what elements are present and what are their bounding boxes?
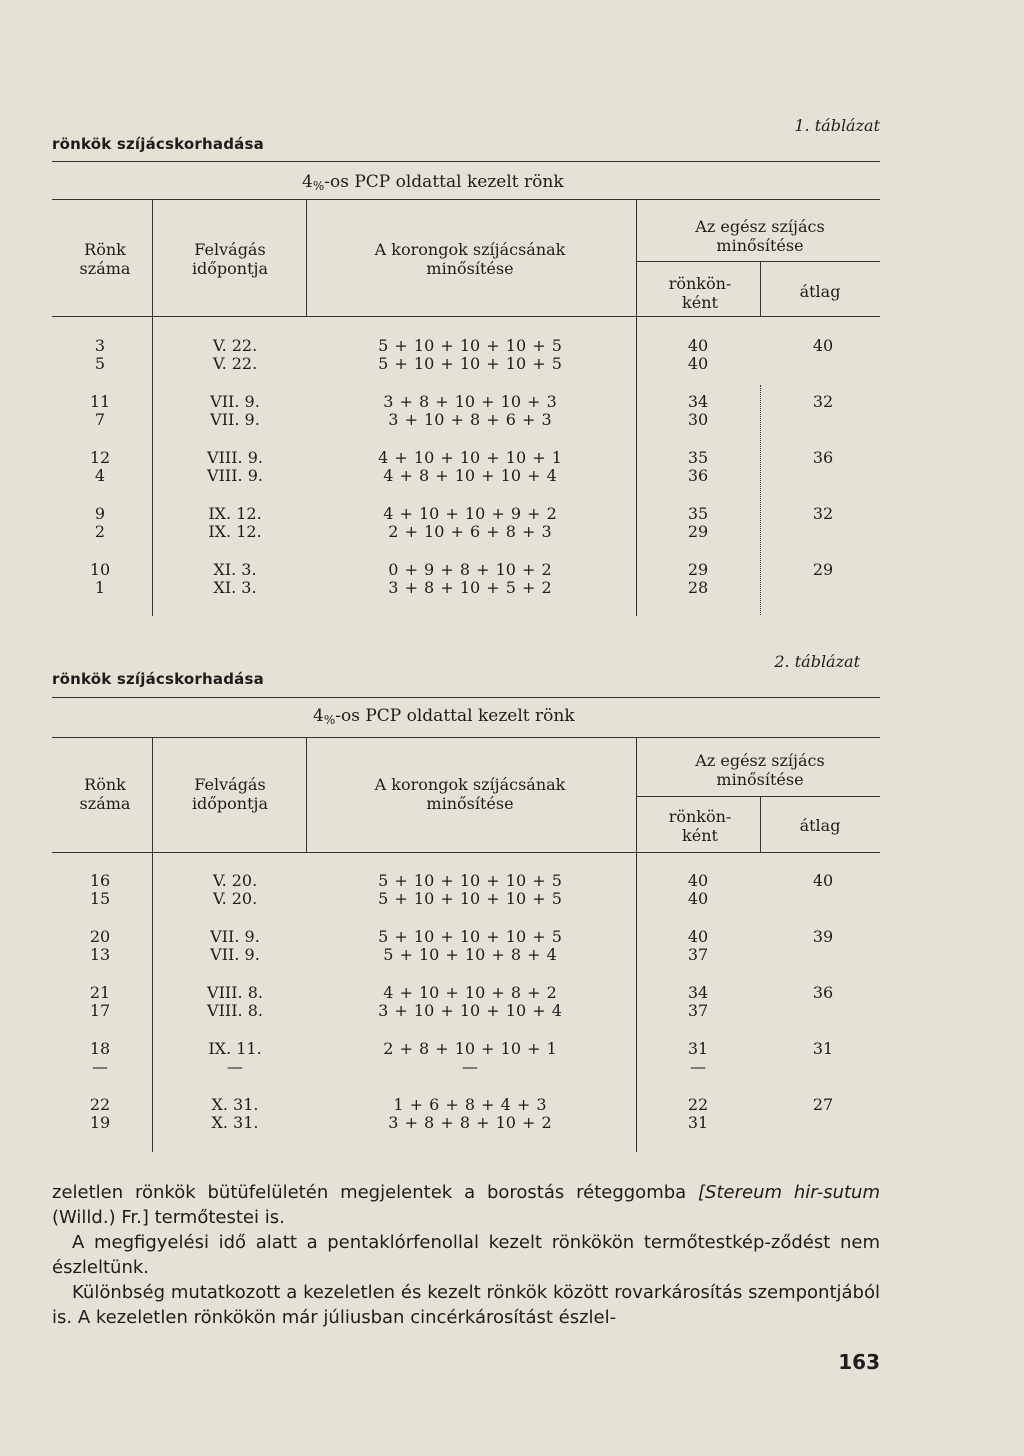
row-date: VII. 9.	[210, 410, 260, 429]
row-number: 7	[94, 410, 106, 429]
column-divider	[636, 738, 637, 1152]
column-divider	[152, 738, 153, 1152]
row-number: 12	[89, 448, 111, 467]
table-1-body-rule	[52, 316, 880, 317]
header-line: időpontja	[191, 259, 269, 278]
row-date: VII. 9.	[210, 927, 260, 946]
header-ronk-szama	[60, 240, 150, 278]
row-average: 39	[812, 927, 834, 946]
row-number: 15	[89, 889, 111, 908]
row-number: 17	[89, 1001, 111, 1020]
header-felvagas	[160, 240, 300, 278]
row-number: 3	[94, 336, 106, 355]
row-per-log: 35	[687, 448, 709, 467]
column-divider	[306, 738, 307, 852]
row-per-log: 40	[687, 871, 709, 890]
header-korongok	[320, 240, 620, 278]
row-expression: 3 + 8 + 10 + 10 + 3	[383, 392, 557, 411]
row-number: 13	[89, 945, 111, 964]
header-line: száma	[79, 794, 131, 813]
body-text	[52, 1180, 880, 1330]
header-ronkonkent	[645, 274, 755, 312]
subheader-rule	[637, 796, 880, 797]
header-line: ként	[682, 293, 718, 312]
row-expression: 5 + 10 + 10 + 8 + 4	[383, 945, 557, 964]
header-line: rönkön-	[668, 807, 732, 826]
row-date: IX. 11.	[208, 1039, 262, 1058]
row-expression: 0 + 9 + 8 + 10 + 2	[388, 560, 552, 579]
row-date: XI. 3.	[213, 578, 257, 597]
row-per-log: —	[690, 1057, 706, 1076]
row-expression: 2 + 10 + 6 + 8 + 3	[388, 522, 552, 541]
row-number: 18	[89, 1039, 111, 1058]
row-per-log: 29	[687, 522, 709, 541]
row-date: VIII. 8.	[207, 1001, 263, 1020]
row-per-log: 29	[687, 560, 709, 579]
row-date: V. 20.	[212, 889, 258, 908]
paragraph-text: (Willd.) Fr.] termőtestei is.	[52, 1207, 285, 1228]
row-average: 36	[812, 448, 834, 467]
subtitle-text: -os PCP oldattal kezelt rönk	[324, 172, 564, 192]
row-expression: 3 + 10 + 10 + 10 + 4	[378, 1001, 562, 1020]
row-expression: —	[462, 1057, 478, 1076]
row-per-log: 37	[687, 945, 709, 964]
row-number: 10	[89, 560, 111, 579]
row-per-log: 34	[687, 983, 709, 1002]
row-number: 11	[89, 392, 111, 411]
header-egesz-szijacs	[650, 751, 870, 789]
row-expression: 4 + 8 + 10 + 10 + 4	[383, 466, 557, 485]
row-per-log: 31	[687, 1039, 709, 1058]
row-date: VIII. 9.	[207, 466, 263, 485]
row-average: 32	[812, 392, 834, 411]
row-date: IX. 12.	[208, 522, 262, 541]
row-number: 20	[89, 927, 111, 946]
header-line: száma	[79, 259, 131, 278]
row-number: 5	[94, 354, 106, 373]
row-number: 16	[89, 871, 111, 890]
table-2-header-rule	[52, 737, 880, 738]
row-expression: 5 + 10 + 10 + 10 + 5	[378, 336, 562, 355]
row-number: 2	[94, 522, 106, 541]
row-date: VII. 9.	[210, 945, 260, 964]
row-number: 1	[94, 578, 106, 597]
row-per-log: 31	[687, 1113, 709, 1132]
row-expression: 5 + 10 + 10 + 10 + 5	[378, 889, 562, 908]
header-line: Felvágás	[194, 240, 266, 259]
header-line: A korongok szíjácsának	[374, 775, 566, 794]
table-1-caption-right: 1. táblázat	[794, 116, 880, 135]
row-per-log: 40	[687, 354, 709, 373]
row-expression: 2 + 8 + 10 + 10 + 1	[383, 1039, 557, 1058]
subtitle-percent: %	[323, 713, 336, 727]
row-date: XI. 3.	[213, 560, 257, 579]
row-per-log: 40	[687, 927, 709, 946]
row-number: 4	[94, 466, 106, 485]
header-line: Rönk	[84, 775, 126, 794]
row-date: —	[227, 1057, 243, 1076]
row-average: 40	[812, 336, 834, 355]
row-per-log: 22	[687, 1095, 709, 1114]
header-ronk-szama	[60, 775, 150, 813]
row-expression: 5 + 10 + 10 + 10 + 5	[378, 927, 562, 946]
header-line: Az egész szíjács	[695, 217, 825, 236]
row-number: 22	[89, 1095, 111, 1114]
row-per-log: 28	[687, 578, 709, 597]
header-atlag: átlag	[799, 282, 841, 301]
row-date: X. 31.	[211, 1095, 259, 1114]
row-number: 9	[94, 504, 106, 523]
row-date: V. 20.	[212, 871, 258, 890]
header-line: időpontja	[191, 794, 269, 813]
row-per-log: 30	[687, 410, 709, 429]
table-2-caption-right: 2. táblázat	[774, 652, 860, 671]
column-divider	[636, 200, 637, 616]
column-divider	[306, 200, 307, 316]
table-2-caption-left: rönkök szíjácskorhadása	[52, 670, 264, 688]
header-felvagas	[160, 775, 300, 813]
row-date: VII. 9.	[210, 392, 260, 411]
subheader-rule	[637, 261, 880, 262]
row-date: IX. 12.	[208, 504, 262, 523]
header-line: minősítése	[426, 259, 514, 278]
subtitle-percent: %	[312, 179, 325, 193]
row-average: 31	[812, 1039, 834, 1058]
row-date: VIII. 9.	[207, 448, 263, 467]
table-2-top-rule	[52, 697, 880, 698]
header-line: minősítése	[716, 236, 804, 255]
column-divider	[152, 200, 153, 616]
row-per-log: 34	[687, 392, 709, 411]
column-divider	[760, 262, 761, 316]
row-average: 40	[812, 871, 834, 890]
row-expression: 5 + 10 + 10 + 10 + 5	[378, 354, 562, 373]
paragraph-1	[52, 1180, 880, 1230]
header-line: Az egész szíjács	[695, 751, 825, 770]
table-1-subtitle	[302, 172, 564, 192]
subtitle-text: -os PCP oldattal kezelt rönk	[335, 706, 575, 726]
row-per-log: 37	[687, 1001, 709, 1020]
row-per-log: 40	[687, 889, 709, 908]
row-date: VIII. 8.	[207, 983, 263, 1002]
paragraph-text: zeletlen rönkök bütüfelületén megjelentek a borostás réteggomba	[52, 1182, 699, 1203]
table-1-header-rule	[52, 199, 880, 200]
row-expression: 3 + 8 + 10 + 5 + 2	[388, 578, 552, 597]
row-average: 27	[812, 1095, 834, 1114]
column-divider	[760, 385, 761, 615]
subtitle-number: 4	[302, 172, 313, 192]
subtitle-number: 4	[313, 706, 324, 726]
row-per-log: 40	[687, 336, 709, 355]
header-line: ként	[682, 826, 718, 845]
row-number: 19	[89, 1113, 111, 1132]
row-expression: 1 + 6 + 8 + 4 + 3	[393, 1095, 547, 1114]
table-1-caption-left: rönkök szíjácskorhadása	[52, 135, 264, 153]
header-line: minősítése	[426, 794, 514, 813]
header-atlag: átlag	[799, 816, 841, 835]
table-1-top-rule	[52, 161, 880, 162]
header-line: rönkön-	[668, 274, 732, 293]
header-line: minősítése	[716, 770, 804, 789]
row-expression: 3 + 10 + 8 + 6 + 3	[388, 410, 552, 429]
paragraph-2: A megfigyelési idő alatt a pentaklórfenollal kezelt rönkökön termőtestkép-ződést nem észleltünk.	[52, 1232, 880, 1278]
page-number: 163	[838, 1350, 880, 1374]
header-line: A korongok szíjácsának	[374, 240, 566, 259]
header-line: Felvágás	[194, 775, 266, 794]
table-2-subtitle	[313, 706, 575, 726]
row-average: 36	[812, 983, 834, 1002]
column-divider	[760, 797, 761, 852]
row-per-log: 35	[687, 504, 709, 523]
row-expression: 4 + 10 + 10 + 9 + 2	[383, 504, 557, 523]
row-expression: 3 + 8 + 8 + 10 + 2	[388, 1113, 552, 1132]
row-date: V. 22.	[212, 336, 258, 355]
row-number: 21	[89, 983, 111, 1002]
row-date: V. 22.	[212, 354, 258, 373]
row-expression: 4 + 10 + 10 + 10 + 1	[378, 448, 562, 467]
header-egesz-szijacs	[650, 217, 870, 255]
paragraph-3: Különbség mutatkozott a kezeletlen és kezelt rönkök között rovarkárosítás szempontjából is. A kezeletlen rönkökön már júliusban cincérkárosítást észlel-	[52, 1282, 880, 1328]
row-number: —	[92, 1057, 108, 1076]
row-average: 32	[812, 504, 834, 523]
species-name: [Stereum hir-sutum	[698, 1182, 880, 1203]
header-line: Rönk	[84, 240, 126, 259]
row-expression: 5 + 10 + 10 + 10 + 5	[378, 871, 562, 890]
row-expression: 4 + 10 + 10 + 8 + 2	[383, 983, 557, 1002]
row-average: 29	[812, 560, 834, 579]
header-ronkonkent	[645, 807, 755, 845]
row-per-log: 36	[687, 466, 709, 485]
row-date: X. 31.	[211, 1113, 259, 1132]
header-korongok	[320, 775, 620, 813]
table-2-body-rule	[52, 852, 880, 853]
